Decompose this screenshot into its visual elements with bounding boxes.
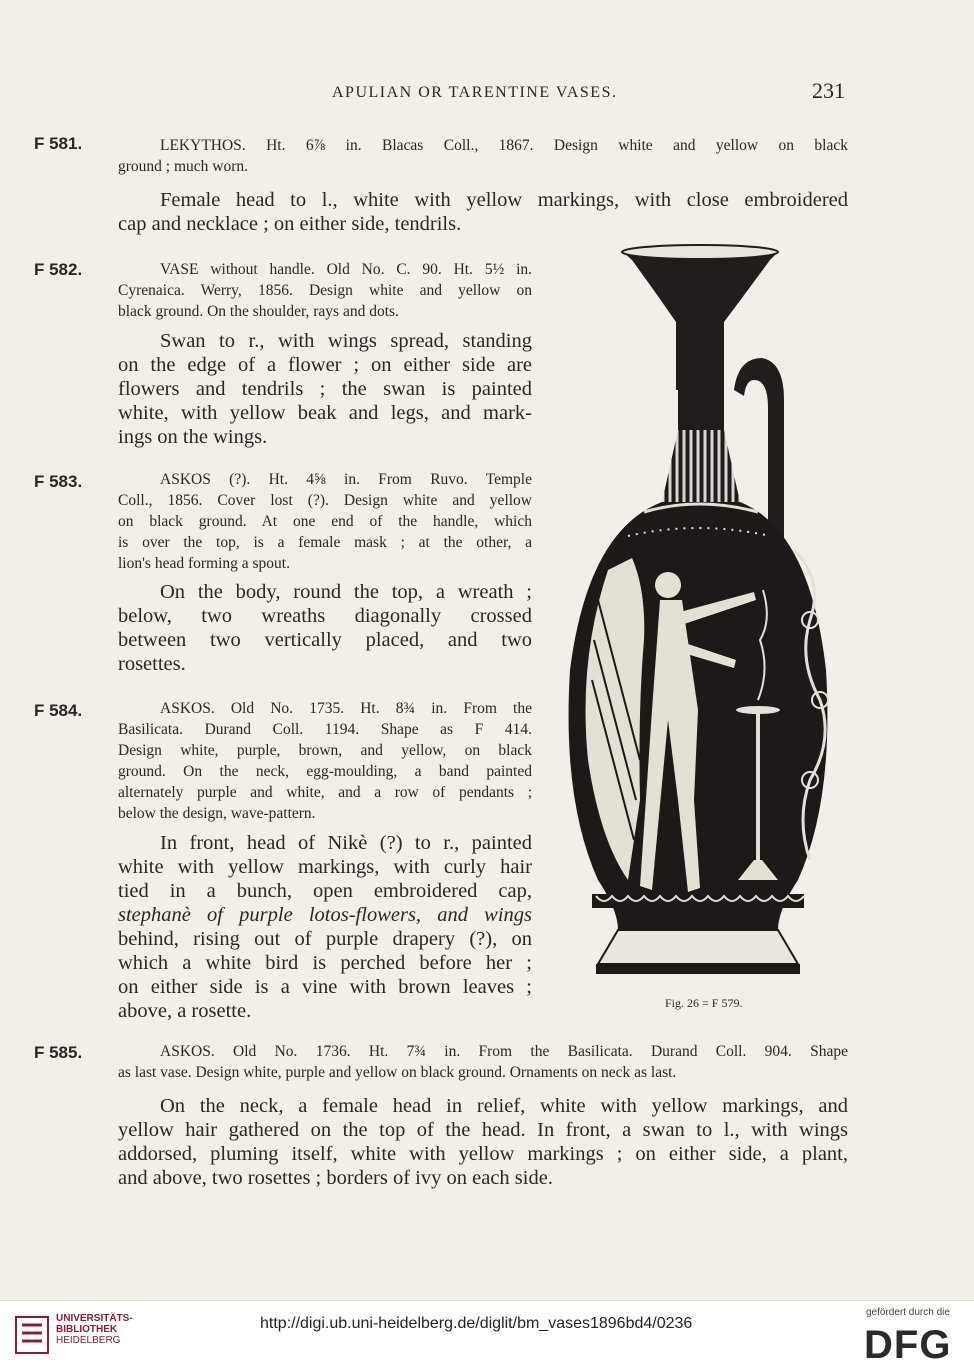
entry-label: F 584.	[34, 701, 83, 720]
entry-description: In front, head of Nikè (?) to r., painted white with yellow markings, with curly hair tied in a bunch, open embroidered cap, stephanè of purple lotos-flowers, and wings behind, rising out of purple drapery (?), on which a white bird is perched before her ; on either side is a vine with brown leaves ; above, a rosette.	[118, 832, 532, 1022]
page-number: 231	[812, 78, 845, 103]
vase-illustration	[548, 240, 858, 1000]
entry-meta: ASKOS (?). Ht. 4⅝ in. From Ruvo. Temple Coll., 1856. Cover lost (?). Design white and yellow on black ground. At one end of the handle, which is over the top, is a female mask ; at the other, a lion's head forming a spout.	[118, 471, 532, 572]
entry-meta: LEKYTHOS. Ht. 6⅞ in. Blacas Coll., 1867. Design white and yellow on black ground ; much worn.	[118, 137, 848, 175]
entry-description: On the neck, a female head in relief, white with yellow markings, and yellow hair gathered on the top of the head. In front, a swan to l., with wings addorsed, pluming itself, white with yellow markings ; on either side, a plant, and above, two rosettes ; borders of ivy on each side.	[118, 1095, 848, 1189]
figure-caption: Fig. 26 = F 579.	[665, 996, 743, 1010]
library-name: UNIVERSITÄTS- BIBLIOTHEK HEIDELBERG	[56, 1313, 133, 1346]
entry-label: F 581.	[34, 134, 83, 153]
entry-label: F 583.	[34, 472, 83, 491]
dfg-logo: DFG	[864, 1323, 952, 1367]
entry-label: F 585.	[34, 1043, 83, 1062]
permalink-url[interactable]: http://digi.ub.uni-heidelberg.de/diglit/bm_vases1896bd4/0236	[260, 1315, 693, 1332]
entry-meta: ASKOS. Old No. 1736. Ht. 7¾ in. From the Basilicata. Durand Coll. 904. Shape as last vase. Design white, purple and yellow on black ground. Ornaments on neck as last.	[118, 1043, 848, 1081]
entry-description: Female head to l., white with yellow markings, with close embroidered cap and necklace ; on either side, tendrils.	[118, 189, 848, 235]
university-logo-icon	[14, 1315, 50, 1355]
footer-bar	[0, 1300, 974, 1369]
entry-description: Swan to r., with wings spread, standing on the edge of a flower ; on either side are flowers and tendrils ; the swan is painted white, with yellow beak and legs, and mark- ings on the wings.	[118, 330, 532, 448]
running-title: APULIAN OR TARENTINE VASES.	[332, 84, 618, 101]
entry-label: F 582.	[34, 260, 83, 279]
entry-meta: VASE without handle. Old No. C. 90. Ht. 5½ in. Cyrenaica. Werry, 1856. Design white and yellow on black ground. On the shoulder, rays and dots.	[118, 261, 532, 320]
entry-meta: ASKOS. Old No. 1735. Ht. 8¾ in. From the Basilicata. Durand Coll. 1194. Shape as F 414. Design white, purple, brown, and yellow, on black ground. On the neck, egg-moulding, a band painted alternately purple and white, and a row of pendants ; below the design, wave-pattern.	[118, 700, 532, 822]
entry-description: On the body, round the top, a wreath ; below, two wreaths diagonally crossed between two vertically placed, and two rosettes.	[118, 581, 532, 675]
funding-label: gefördert durch die	[866, 1307, 950, 1318]
